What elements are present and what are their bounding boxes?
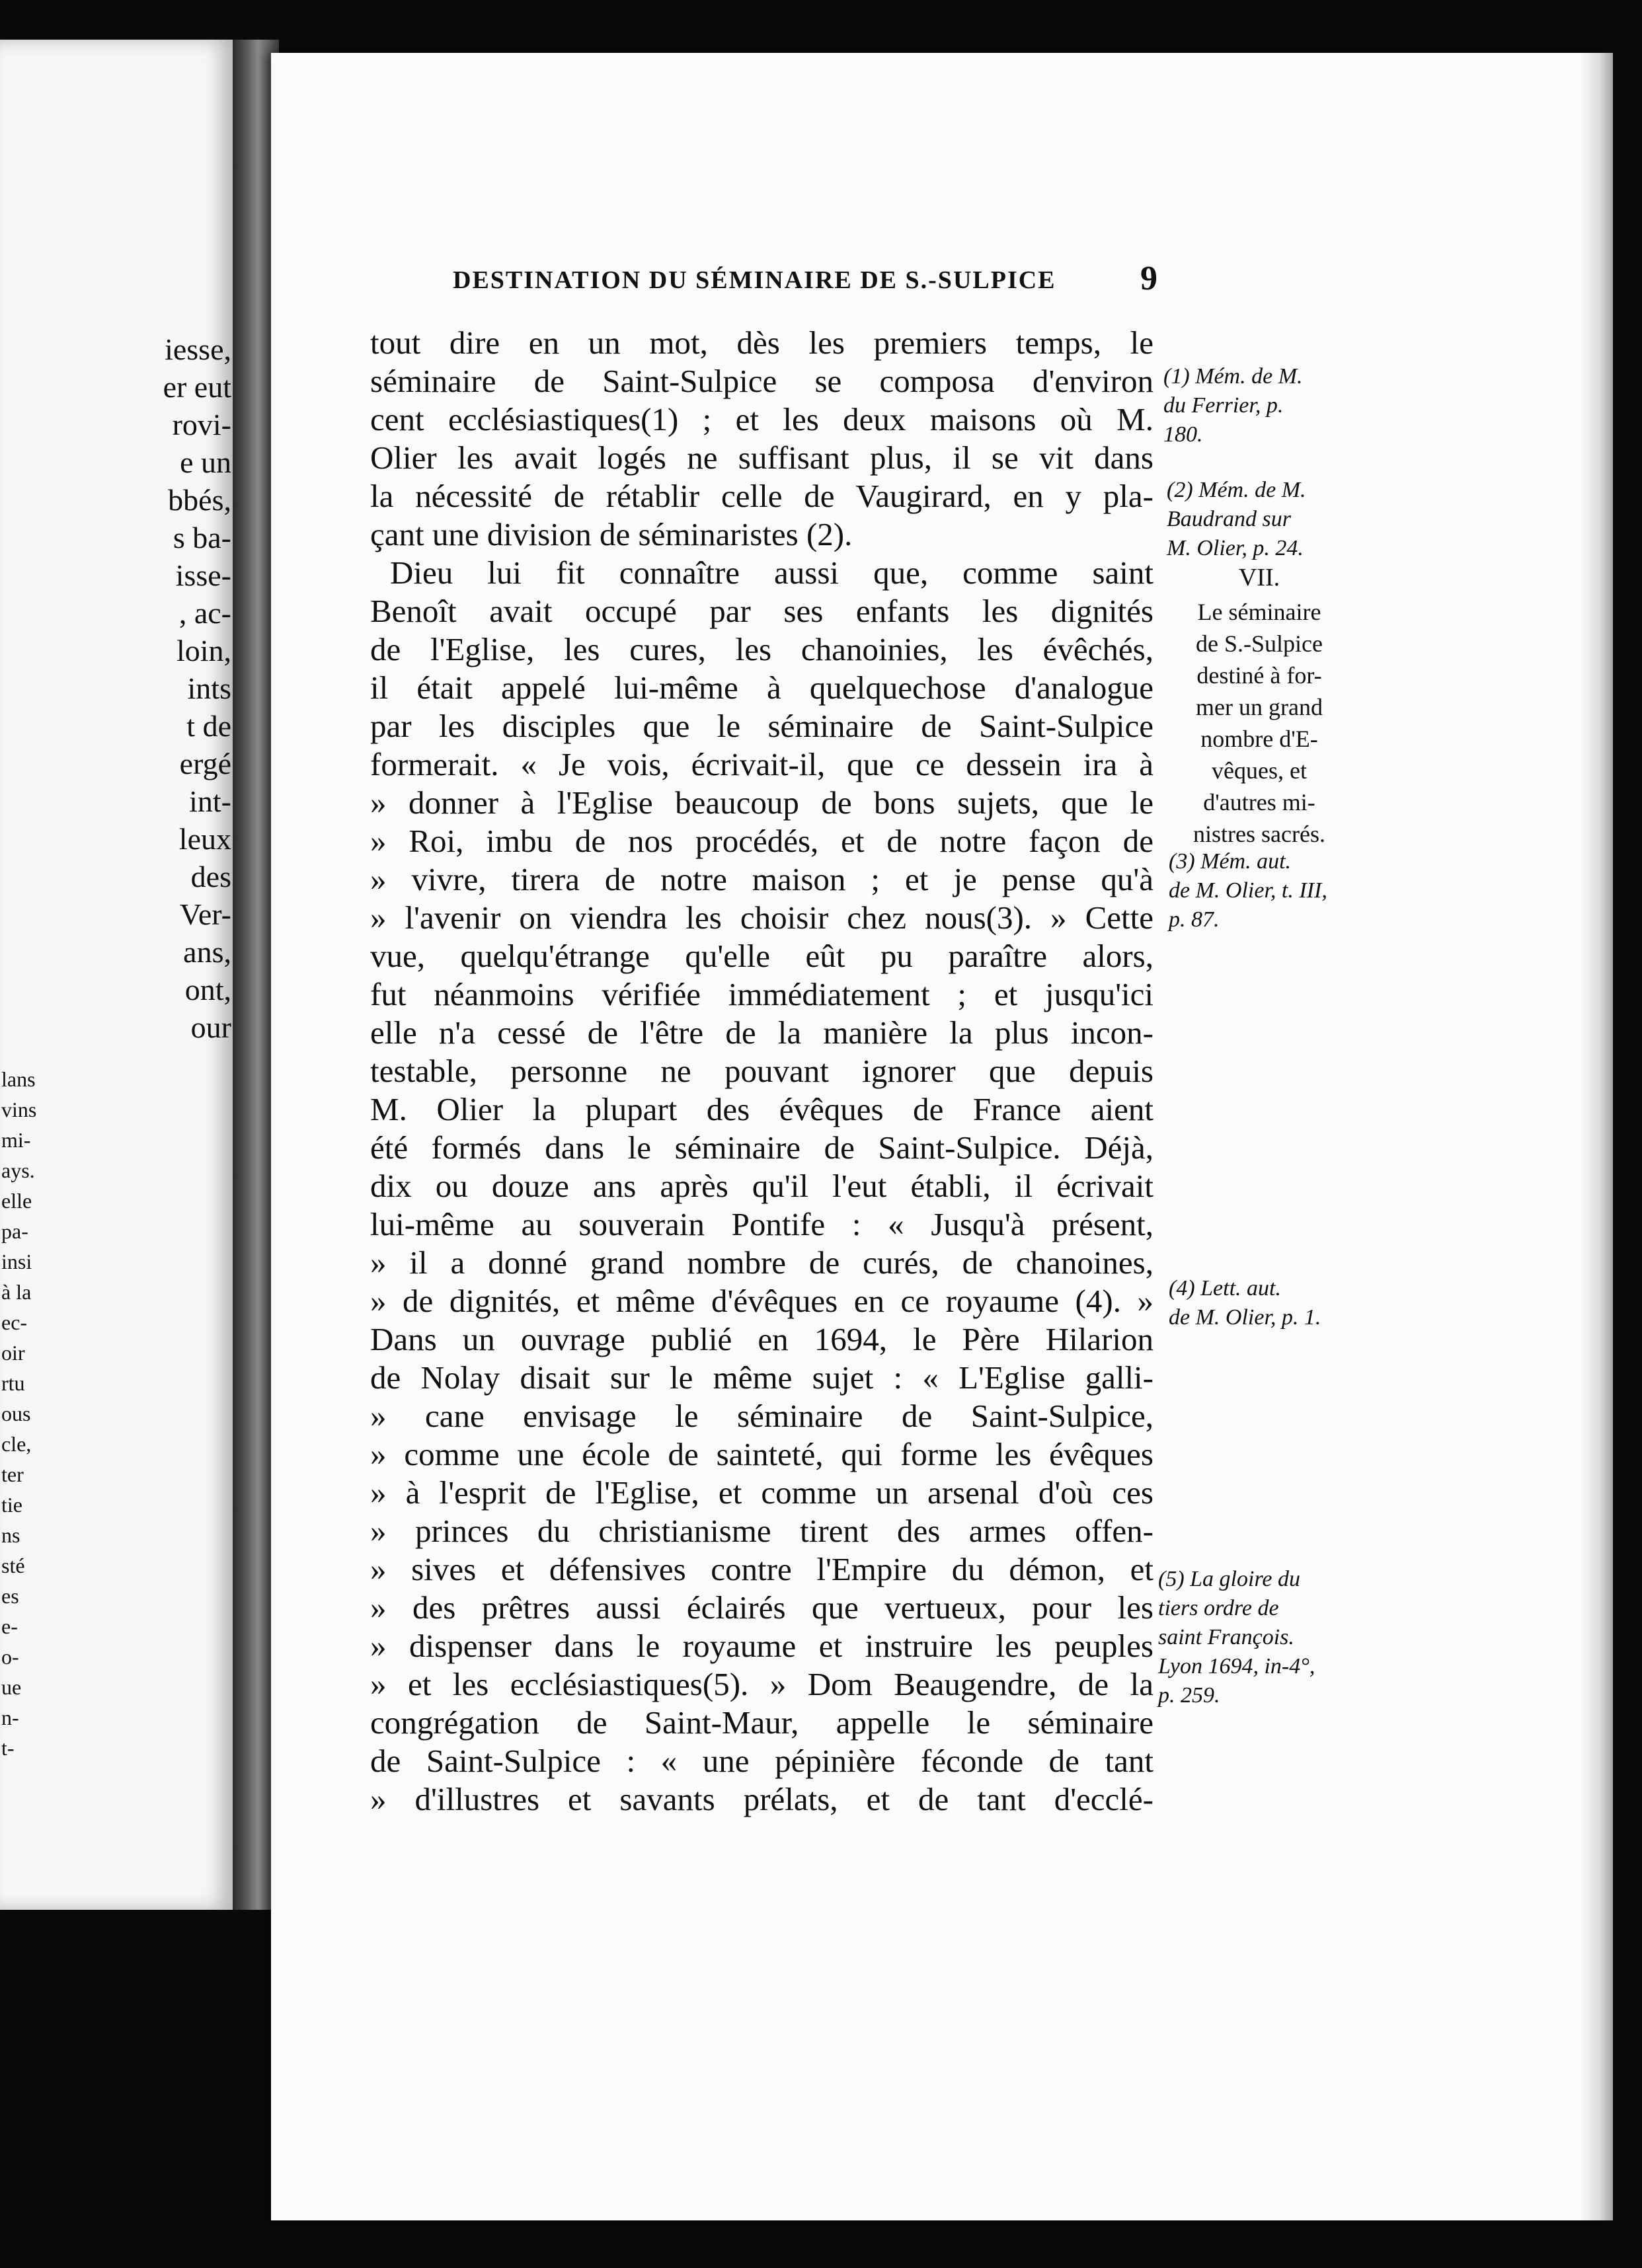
text-line: Dans un ouvrage publié en 1694, le Père Hilarion bbox=[370, 1321, 1153, 1357]
left-facing-page bbox=[0, 40, 233, 1910]
margin-note-line: (3) Mém. aut. bbox=[1169, 849, 1292, 874]
left-page-line: t de bbox=[186, 709, 231, 743]
text-line: été formés dans le séminaire de Saint-Sulpice. Déjà, bbox=[370, 1129, 1153, 1166]
left-page-line: e un bbox=[180, 445, 231, 479]
text-line: » à l'esprit de l'Eglise, et comme un arsenal d'où ces bbox=[370, 1474, 1153, 1511]
margin-note-line: tiers ordre de bbox=[1158, 1596, 1279, 1620]
margin-note-line: d'autres mi- bbox=[1203, 789, 1315, 815]
left-page-small-line: mi- bbox=[1, 1128, 31, 1152]
text-line: » il a donné grand nombre de curés, de chanoines, bbox=[370, 1244, 1153, 1281]
margin-note-line: p. 259. bbox=[1158, 1683, 1220, 1708]
left-page-line: int- bbox=[189, 784, 231, 818]
left-page-small-line: insi bbox=[1, 1250, 32, 1273]
text-line: » l'avenir on viendra les choisir chez nous(3). » Cette bbox=[370, 899, 1153, 936]
left-page-line: iesse, bbox=[165, 332, 231, 366]
left-page-small-line: lans bbox=[1, 1067, 36, 1091]
left-page-small-line: ns bbox=[1, 1523, 20, 1547]
section-caption bbox=[1163, 562, 1355, 850]
left-page-small-line: t- bbox=[1, 1736, 15, 1760]
left-page-small-line: ays. bbox=[1, 1158, 35, 1182]
text-line: tout dire en un mot, dès les premiers temps, le bbox=[370, 324, 1153, 361]
margin-note-line: (4) Lett. aut. bbox=[1169, 1276, 1281, 1301]
left-page-small-line: ous bbox=[1, 1402, 31, 1425]
margin-note-5 bbox=[1158, 1565, 1315, 1710]
margin-note-line: p. 87. bbox=[1169, 907, 1220, 932]
left-page-small-line: ec- bbox=[1, 1310, 28, 1334]
left-page-line: ints bbox=[187, 671, 231, 705]
left-page-line: rovi- bbox=[172, 408, 231, 441]
margin-note-3 bbox=[1169, 847, 1327, 934]
text-line: çant une division de séminaristes (2). bbox=[370, 516, 853, 552]
margin-note-line: M. Olier, p. 24. bbox=[1167, 536, 1304, 560]
text-line: Dieu lui fit connaître aussi que, comme saint bbox=[390, 554, 1153, 591]
margin-note-line: destiné à for- bbox=[1196, 662, 1322, 689]
left-page-small-line: oir bbox=[1, 1341, 25, 1365]
margin-note-line: de S.-Sulpice bbox=[1196, 630, 1323, 657]
text-line: » princes du christianisme tirent des armes offen- bbox=[370, 1513, 1153, 1549]
text-line: congrégation de Saint-Maur, appelle le séminaire bbox=[370, 1704, 1153, 1741]
text-line: il était appelé lui-même à quelquechose d'analogue bbox=[370, 669, 1153, 706]
left-page-line: loin, bbox=[176, 634, 231, 667]
left-page-line: bbés, bbox=[168, 483, 231, 517]
left-page-small-line: cle, bbox=[1, 1432, 32, 1456]
text-line: » de dignités, et même d'évêques en ce royaume (4). » bbox=[370, 1283, 1153, 1319]
margin-note-line: VII. bbox=[1238, 564, 1280, 591]
text-line: testable, personne ne pouvant ignorer que depuis bbox=[370, 1053, 1153, 1089]
text-line: formerait. « Je vois, écrivait-il, que ce dessein ira à bbox=[370, 746, 1153, 782]
margin-note-4 bbox=[1169, 1274, 1321, 1332]
text-line: de Saint-Sulpice : « une pépinière féconde de tant bbox=[370, 1743, 1153, 1779]
main-text-column bbox=[370, 324, 1153, 1819]
margin-note-line: Lyon 1694, in-4°, bbox=[1158, 1654, 1315, 1679]
margin-note-line: (1) Mém. de M. bbox=[1163, 364, 1303, 389]
text-line: de l'Eglise, les cures, les chanoinies, les évêchés, bbox=[370, 631, 1153, 667]
text-line: séminaire de Saint-Sulpice se composa d'environ bbox=[370, 363, 1153, 399]
text-line: cent ecclésiastiques(1) ; et les deux maisons où M. bbox=[370, 401, 1153, 437]
text-line: lui-même au souverain Pontife : « Jusqu'à présent, bbox=[370, 1206, 1153, 1242]
left-page-small-line: ue bbox=[1, 1675, 22, 1699]
margin-note-line: (2) Mém. de M. bbox=[1167, 478, 1306, 502]
margin-note-line: saint François. bbox=[1158, 1625, 1294, 1649]
left-page-line: ans, bbox=[183, 935, 231, 969]
left-page-line: ergé bbox=[179, 747, 231, 780]
left-page-small-line: pa- bbox=[1, 1219, 28, 1243]
margin-note-line: (5) La gloire du bbox=[1158, 1567, 1301, 1591]
text-line: par les disciples que le séminaire de Saint-Sulpice bbox=[370, 708, 1153, 744]
text-line: fut néanmoins vérifiée immédiatement ; et jusqu'ici bbox=[370, 976, 1153, 1012]
text-line: » dispenser dans le royaume et instruire les peuples bbox=[370, 1628, 1153, 1664]
left-page-line: , ac- bbox=[178, 596, 231, 630]
left-page-small-line: n- bbox=[1, 1706, 19, 1729]
margin-note-line: de M. Olier, p. 1. bbox=[1169, 1305, 1321, 1330]
margin-note-2 bbox=[1167, 476, 1306, 563]
left-page-line: ont, bbox=[184, 973, 231, 1006]
text-line: » Roi, imbu de nos procédés, et de notre façon de bbox=[370, 823, 1153, 859]
left-page-line: er eut bbox=[163, 370, 231, 404]
text-line: Benoît avait occupé par ses enfants les dignités bbox=[370, 593, 1153, 629]
left-page-line: Ver- bbox=[179, 897, 231, 931]
text-line: » vivre, tirera de notre maison ; et je pense qu'à bbox=[370, 861, 1153, 897]
left-page-small-line: o- bbox=[1, 1645, 19, 1669]
text-line: » comme une école de sainteté, qui forme les évêques bbox=[370, 1436, 1153, 1472]
text-line: » cane envisage le séminaire de Saint-Sulpice, bbox=[370, 1398, 1153, 1434]
left-page-line: s ba- bbox=[173, 521, 231, 554]
margin-note-line: Le séminaire bbox=[1197, 599, 1321, 625]
margin-note-line: 180. bbox=[1163, 422, 1203, 447]
left-page-line: isse- bbox=[175, 558, 231, 592]
margin-note-line: Baudrand sur bbox=[1167, 507, 1291, 531]
left-page-small-line: es bbox=[1, 1584, 19, 1608]
margin-note-line: nistres sacrés. bbox=[1193, 821, 1325, 847]
left-page-line: our bbox=[190, 1010, 231, 1044]
left-page-small-line: à la bbox=[1, 1280, 32, 1304]
text-line: M. Olier la plupart des évêques de France aient bbox=[370, 1091, 1153, 1127]
left-page-line: leux bbox=[178, 822, 231, 856]
margin-note-line: nombre d'E- bbox=[1200, 726, 1318, 752]
left-page-line: des bbox=[190, 860, 231, 893]
text-line: elle n'a cessé de l'être de la manière la plus incon- bbox=[370, 1014, 1153, 1051]
text-line: vue, quelqu'étrange qu'elle eût pu paraître alors, bbox=[370, 938, 1153, 974]
text-line: » d'illustres et savants prélats, et de tant d'ecclé- bbox=[370, 1781, 1153, 1817]
margin-note-line: mer un grand bbox=[1196, 694, 1323, 720]
text-line: » et les ecclésiastiques(5). » Dom Beaugendre, de la bbox=[370, 1666, 1153, 1702]
running-title: DESTINATION DU SÉMINAIRE DE S.-SULPICE bbox=[453, 266, 1056, 294]
page-number: 9 bbox=[1140, 260, 1157, 297]
text-line: dix ou douze ans après qu'il l'eut établi, il écrivait bbox=[370, 1168, 1153, 1204]
text-line: la nécessité de rétablir celle de Vaugirard, en y pla- bbox=[370, 478, 1153, 514]
left-page-small-line: e- bbox=[1, 1614, 18, 1638]
left-page-small-line: sté bbox=[1, 1554, 25, 1577]
left-page-small-line: vins bbox=[1, 1098, 37, 1121]
left-page-small-line: elle bbox=[1, 1189, 32, 1213]
page-edge-shadow bbox=[1580, 53, 1613, 2220]
left-page-small-line: ter bbox=[1, 1462, 24, 1486]
margin-note-line: de M. Olier, t. III, bbox=[1169, 878, 1327, 903]
margin-note-line: vêques, et bbox=[1212, 757, 1307, 784]
left-page-small-line: rtu bbox=[1, 1371, 25, 1395]
margin-note-1 bbox=[1163, 362, 1303, 449]
text-line: de Nolay disait sur le même sujet : « L'Eglise galli- bbox=[370, 1359, 1153, 1396]
text-line: Olier les avait logés ne suffisant plus, il se vit dans bbox=[370, 439, 1153, 476]
running-header bbox=[453, 260, 1312, 305]
text-line: » sives et défensives contre l'Empire du démon, et bbox=[370, 1551, 1153, 1587]
text-line: » des prêtres aussi éclairés que vertueux, pour les bbox=[370, 1589, 1153, 1626]
text-line: » donner à l'Eglise beaucoup de bons sujets, que le bbox=[370, 784, 1153, 821]
margin-note-line: du Ferrier, p. bbox=[1163, 393, 1284, 418]
left-page-small-line: tie bbox=[1, 1493, 22, 1517]
